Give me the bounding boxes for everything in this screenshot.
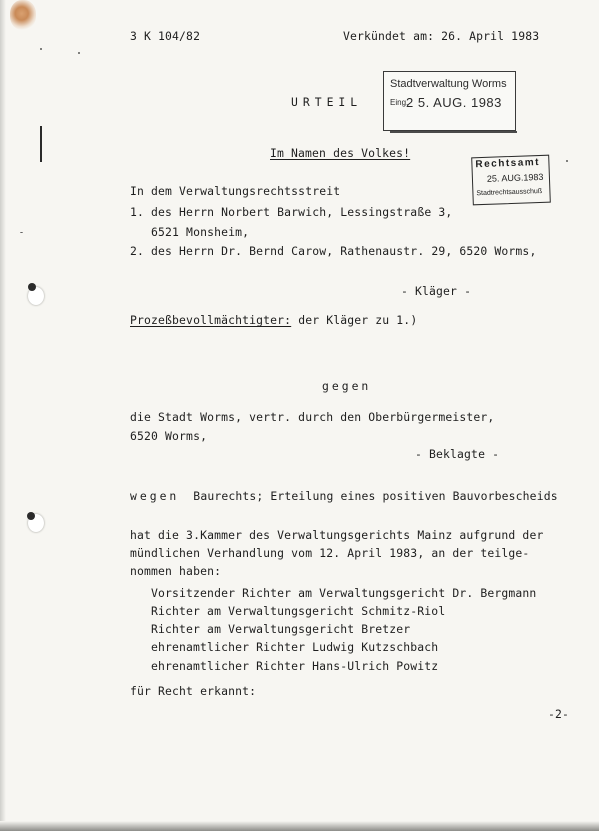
file-number: 3 K 104/82 bbox=[130, 29, 201, 43]
legal-office-date: 25. AUG.1983 bbox=[486, 171, 544, 184]
legal-office-stamp bbox=[471, 155, 551, 206]
scan-edge-bottom bbox=[0, 821, 599, 831]
received-stamp-authority: Stadtverwaltung Worms bbox=[390, 78, 507, 90]
counsel-line bbox=[130, 313, 417, 327]
received-stamp-date: 2 5. AUG. 1983 bbox=[406, 95, 502, 110]
plaintiff-line: 1. des Herrn Norbert Barwich, Lessingstraße 3, bbox=[130, 205, 453, 219]
defendant-role: - Beklagte - bbox=[415, 447, 500, 461]
legal-office-footer: Stadtrechtsausschuß bbox=[476, 187, 543, 198]
punch-hole-bottom-shadow bbox=[27, 512, 35, 520]
received-stamp bbox=[383, 71, 516, 131]
document-title: URTEIL bbox=[291, 95, 363, 109]
received-stamp-border bbox=[390, 131, 517, 133]
counsel-label: Prozeßbevollmächtigter: bbox=[130, 313, 292, 327]
judge-line: Richter am Verwaltungsgericht Bretzer bbox=[151, 622, 411, 636]
page-marker: -2- bbox=[548, 707, 570, 721]
judge-line: Richter am Verwaltungsgericht Schmitz-Riol bbox=[151, 604, 446, 618]
verdict-intro: für Recht erkannt: bbox=[130, 684, 257, 698]
judge-line: ehrenamtlicher Richter Hans-Ulrich Powitz bbox=[151, 659, 439, 673]
scan-speck bbox=[20, 232, 23, 233]
scan-speck bbox=[78, 52, 80, 54]
paper-stain bbox=[10, 0, 36, 30]
subject-label: wegen bbox=[130, 489, 180, 503]
document-subtitle: Im Namen des Volkes! bbox=[270, 146, 411, 160]
plaintiff-line: 2. des Herrn Dr. Bernd Carow, Rathenaustr. 29, 6520 Worms, bbox=[130, 244, 537, 258]
defendant-line: 6520 Worms, bbox=[130, 429, 208, 443]
scan-speck bbox=[40, 48, 42, 50]
defendant-line: die Stadt Worms, vertr. durch den Oberbürgermeister, bbox=[130, 410, 495, 424]
against-label: gegen bbox=[322, 379, 372, 393]
scan-edge-left bbox=[0, 0, 6, 831]
subject-value: Baurechts; Erteilung eines positiven Bauvorbescheids bbox=[179, 489, 558, 503]
court-text-line: hat die 3.Kammer des Verwaltungsgerichts Mainz aufgrund der bbox=[130, 528, 544, 542]
judge-line: ehrenamtlicher Richter Ludwig Kutzschbach bbox=[151, 640, 439, 654]
subject-line bbox=[130, 489, 558, 503]
plaintiff-role: - Kläger - bbox=[401, 284, 472, 298]
scan-speck bbox=[566, 160, 568, 162]
court-text-line: mündlichen Verhandlung vom 12. April 1983, an der teilge- bbox=[130, 546, 530, 560]
counsel-value: der Kläger zu 1.) bbox=[291, 313, 418, 327]
plaintiff-line: 6521 Monsheim, bbox=[130, 225, 250, 239]
punch-hole-top-shadow bbox=[28, 283, 36, 291]
margin-mark bbox=[40, 126, 42, 162]
announcement-date: Verkündet am: 26. April 1983 bbox=[343, 29, 540, 43]
court-text-line: nommen haben: bbox=[130, 564, 222, 578]
case-intro: In dem Verwaltungsrechtsstreit bbox=[130, 184, 341, 198]
received-stamp-prefix: Eing. bbox=[390, 98, 409, 107]
judge-line: Vorsitzender Richter am Verwaltungsgericht Dr. Bergmann bbox=[151, 586, 537, 600]
legal-office-title: Rechtsamt bbox=[475, 156, 541, 171]
